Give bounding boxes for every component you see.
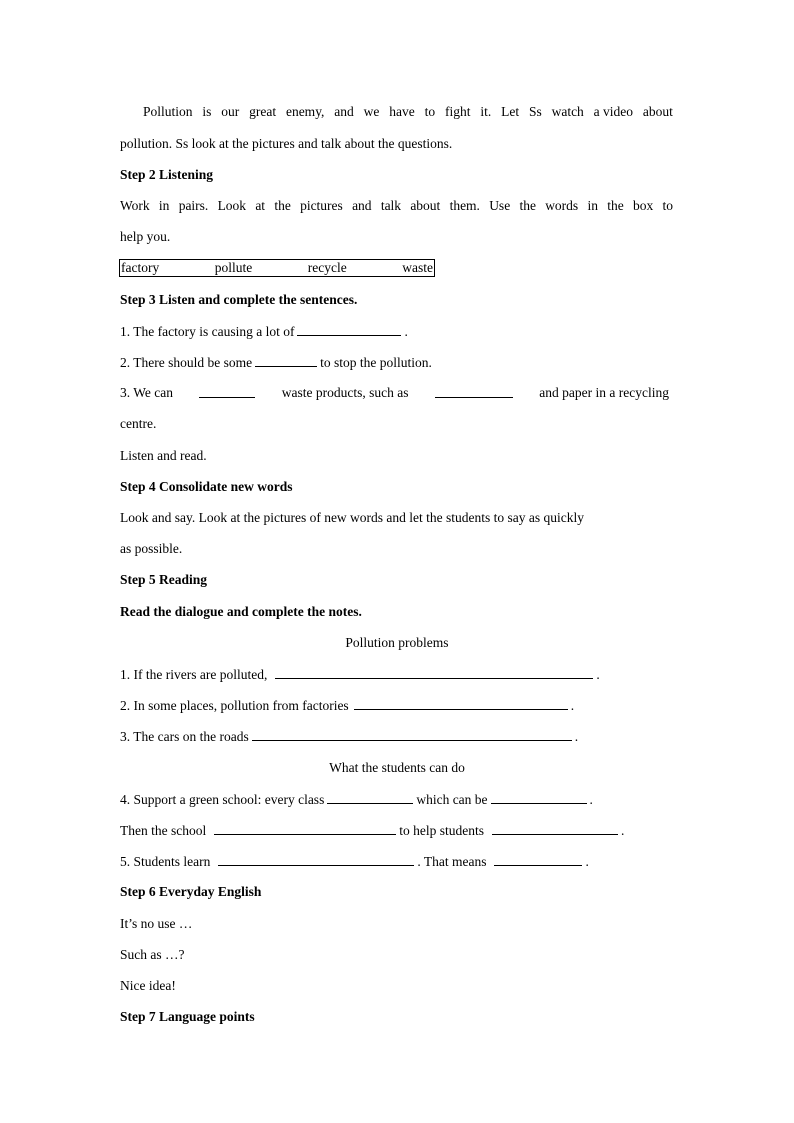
note-3 [120,728,578,745]
sentence-2-text: 2. There should be some [120,355,253,370]
blank-field[interactable] [275,666,593,679]
step5-subheading: Read the dialogue and complete the notes. [120,604,362,619]
blank-field[interactable] [435,385,513,398]
blank-field[interactable] [218,853,414,866]
note-5 [120,853,589,870]
note-5-end: . [585,854,589,869]
word-box-item: pollute [214,260,253,275]
note-2 [120,697,574,714]
word: fight [444,104,471,119]
word: Use [489,198,511,213]
word: in [587,198,598,213]
word: and [352,198,372,213]
note-5-text-a: 5. Students learn [120,854,211,869]
sentence-1-text: 1. The factory is causing a lot of [120,324,295,339]
blank-field[interactable] [252,728,572,741]
step4-heading: Step 4 Consolidate new words [120,479,293,494]
note-1-text: 1. If the rivers are polluted, [120,667,268,682]
word: box [632,198,654,213]
word: the [519,198,536,213]
word: to [662,198,673,213]
step5-heading: Step 5 Reading [120,572,208,587]
word: a video [593,104,634,119]
word: about [410,198,441,213]
note-4-text-b: which can be [416,792,488,807]
word-box-item: waste [402,260,433,275]
step2-line-1 [120,198,673,214]
word: it. [480,104,492,119]
note-1 [120,666,600,683]
step3-heading: Step 3 Listen and complete the sentences. [120,292,358,307]
blank-field[interactable] [327,791,413,804]
note-5-text-b: . That means [417,854,487,869]
word: and [334,104,354,119]
sentence-1-end: . [404,324,408,339]
intro-line-1 [143,104,673,120]
word: pictures [300,198,343,213]
note-3-text: 3. The cars on the roads [120,729,249,744]
sentence-2 [120,354,432,371]
notes-title-students: What the students can do [329,760,465,775]
step6-heading: Step 6 Everyday English [120,884,262,899]
word: pairs. [178,198,209,213]
word: talk [380,198,402,213]
sentence-3-line-2: centre. [120,416,157,431]
word: Pollution [143,104,193,119]
intro-line-2: pollution. Ss look at the pictures and talk about the questions. [120,136,453,151]
blank-field[interactable] [492,822,618,835]
blank-field[interactable] [494,853,582,866]
word: our [221,104,240,119]
word: we [363,104,380,119]
note-4b-text-b: to help students [399,823,484,838]
listen-and-read: Listen and read. [120,448,207,463]
word: them. [449,198,480,213]
word: to [424,104,436,119]
blank-field[interactable] [255,354,317,367]
step2-heading: Step 2 Listening [120,167,214,182]
expression-1: It’s no use … [120,916,193,931]
word: the [274,198,291,213]
sentence-2-end: to stop the pollution. [320,355,432,370]
notes-title-problems: Pollution problems [345,635,449,650]
blank-field[interactable] [214,822,396,835]
note-2-text: 2. In some places, pollution from factories [120,698,349,713]
expression-2: Such as …? [120,947,185,962]
word-box-item: recycle [307,260,347,275]
blank-field[interactable] [297,323,401,336]
step4-line-2: as possible. [120,541,183,556]
note-4-text-a: 4. Support a green school: every class [120,792,325,807]
note-4-continued [120,822,624,839]
step7-heading: Step 7 Language points [120,1009,255,1024]
note-4b-end: . [620,823,625,838]
word: great [249,104,277,119]
sentence-3 [120,385,669,401]
word: words [545,198,579,213]
sentence-3-part-c: and paper in a recycling [539,385,669,400]
word: at [255,198,266,213]
sentence-3-part-b: waste products, such as [281,385,409,400]
word: enemy, [285,104,325,119]
word: the [607,198,624,213]
sentence-1 [120,323,408,340]
blank-field[interactable] [491,791,587,804]
step4-line-1: Look and say. Look at the pictures of new words and let the students to say as quickly [120,510,585,525]
expression-3: Nice idea! [120,978,176,993]
blank-field[interactable] [354,697,568,710]
word: in [158,198,170,213]
note-2-end: . [570,698,575,713]
note-1-end: . [596,667,600,682]
sentence-3-part-a: 3. We can [120,385,174,400]
word: Let [501,104,520,119]
word: Look [217,198,247,213]
note-3-end: . [574,729,579,744]
word-box-item: factory [121,260,160,275]
word-box [119,259,435,277]
word: have [389,104,415,119]
word: Work [120,198,150,213]
word: is [202,104,212,119]
word: about [642,104,673,119]
note-4-end: . [589,792,593,807]
blank-field[interactable] [199,385,255,398]
step2-line-2: help you. [120,229,171,244]
note-4 [120,791,593,808]
word: Ss [528,104,542,119]
note-4b-text-a: Then the school [120,823,207,838]
word: watch [551,104,584,119]
